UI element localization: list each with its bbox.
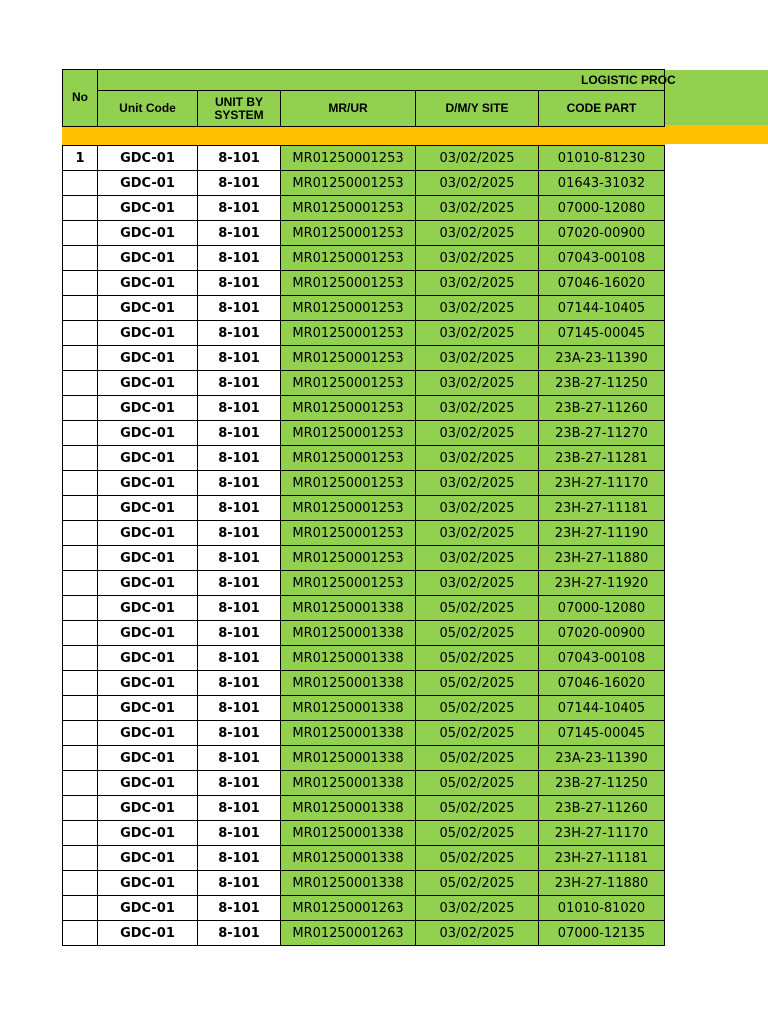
unit-by-system-cell[interactable]: 8-101 xyxy=(198,471,281,496)
mr-ur-cell[interactable]: MR01250001338 xyxy=(281,746,416,771)
table-row xyxy=(63,921,665,946)
date-site-cell[interactable]: 05/02/2025 xyxy=(416,721,539,746)
unit-code-cell[interactable]: GDC-01 xyxy=(98,271,198,296)
unit-code-cell[interactable]: GDC-01 xyxy=(98,696,198,721)
unit-code-cell[interactable]: GDC-01 xyxy=(98,296,198,321)
unit-code-cell[interactable]: GDC-01 xyxy=(98,646,198,671)
unit-code-cell[interactable]: GDC-01 xyxy=(98,221,198,246)
date-site-cell[interactable]: 05/02/2025 xyxy=(416,596,539,621)
date-site-cell[interactable]: 03/02/2025 xyxy=(416,446,539,471)
unit-code-cell[interactable]: GDC-01 xyxy=(98,371,198,396)
unit-code-cell[interactable]: GDC-01 xyxy=(98,146,198,171)
row-number-cell[interactable] xyxy=(63,221,98,246)
unit-code-cell[interactable]: GDC-01 xyxy=(98,596,198,621)
mr-ur-cell[interactable]: MR01250001338 xyxy=(281,821,416,846)
code-part-cell[interactable]: 23H-27-11181 xyxy=(539,496,665,521)
unit-by-system-cell[interactable]: 8-101 xyxy=(198,546,281,571)
code-part-cell[interactable]: 23B-27-11260 xyxy=(539,796,665,821)
unit-code-cell[interactable]: GDC-01 xyxy=(98,621,198,646)
mr-ur-cell[interactable]: MR01250001338 xyxy=(281,771,416,796)
row-number-cell[interactable] xyxy=(63,671,98,696)
mr-ur-cell[interactable]: MR01250001253 xyxy=(281,196,416,221)
unit-code-cell[interactable]: GDC-01 xyxy=(98,421,198,446)
unit-by-system-cell[interactable]: 8-101 xyxy=(198,371,281,396)
unit-code-cell[interactable]: GDC-01 xyxy=(98,321,198,346)
unit-by-system-cell[interactable]: 8-101 xyxy=(198,646,281,671)
code-part-cell[interactable]: 01010-81230 xyxy=(539,146,665,171)
mr-ur-cell[interactable]: MR01250001253 xyxy=(281,171,416,196)
code-part-cell[interactable]: 23H-27-11170 xyxy=(539,821,665,846)
code-part-cell[interactable]: 23H-27-11181 xyxy=(539,846,665,871)
table-row xyxy=(63,871,665,896)
code-part-cell[interactable]: 07000-12135 xyxy=(539,921,665,946)
unit-by-system-cell[interactable]: 8-101 xyxy=(198,321,281,346)
header-mr-ur: MR/UR xyxy=(281,91,416,127)
date-site-cell[interactable]: 03/02/2025 xyxy=(416,521,539,546)
table-row xyxy=(63,321,665,346)
table-row xyxy=(63,796,665,821)
mr-ur-cell[interactable]: MR01250001253 xyxy=(281,321,416,346)
unit-by-system-cell[interactable]: 8-101 xyxy=(198,271,281,296)
unit-by-system-cell[interactable]: 8-101 xyxy=(198,521,281,546)
unit-code-cell[interactable]: GDC-01 xyxy=(98,496,198,521)
unit-by-system-cell[interactable]: 8-101 xyxy=(198,796,281,821)
unit-by-system-cell[interactable]: 8-101 xyxy=(198,896,281,921)
row-number-cell[interactable] xyxy=(63,421,98,446)
code-part-cell[interactable]: 23H-27-11880 xyxy=(539,546,665,571)
code-part-cell[interactable]: 23B-27-11260 xyxy=(539,396,665,421)
table-row xyxy=(63,546,665,571)
row-number-cell[interactable] xyxy=(63,296,98,321)
table-body xyxy=(63,127,665,946)
table-row xyxy=(63,646,665,671)
code-part-cell[interactable]: 07046-16020 xyxy=(539,671,665,696)
row-number-cell[interactable] xyxy=(63,746,98,771)
date-site-cell[interactable]: 03/02/2025 xyxy=(416,196,539,221)
mr-ur-cell[interactable]: MR01250001338 xyxy=(281,646,416,671)
table-row xyxy=(63,721,665,746)
unit-code-cell[interactable]: GDC-01 xyxy=(98,771,198,796)
row-number-cell[interactable] xyxy=(63,321,98,346)
row-number-cell[interactable] xyxy=(63,821,98,846)
table-row xyxy=(63,171,665,196)
date-site-cell[interactable]: 05/02/2025 xyxy=(416,871,539,896)
date-site-cell[interactable]: 03/02/2025 xyxy=(416,296,539,321)
code-part-cell[interactable]: 07043-00108 xyxy=(539,646,665,671)
row-number-cell[interactable] xyxy=(63,796,98,821)
mr-ur-cell[interactable]: MR01250001253 xyxy=(281,146,416,171)
unit-by-system-cell[interactable]: 8-101 xyxy=(198,196,281,221)
date-site-cell[interactable]: 05/02/2025 xyxy=(416,696,539,721)
table-row xyxy=(63,146,665,171)
unit-by-system-cell[interactable]: 8-101 xyxy=(198,871,281,896)
table-row xyxy=(63,421,665,446)
row-number-cell[interactable] xyxy=(63,571,98,596)
unit-by-system-cell[interactable]: 8-101 xyxy=(198,421,281,446)
unit-by-system-cell[interactable]: 8-101 xyxy=(198,746,281,771)
header-unit-by-system: UNIT BY SYSTEM xyxy=(198,91,281,127)
unit-by-system-cell[interactable]: 8-101 xyxy=(198,721,281,746)
date-site-cell[interactable]: 03/02/2025 xyxy=(416,321,539,346)
unit-code-cell[interactable]: GDC-01 xyxy=(98,721,198,746)
date-site-cell[interactable]: 03/02/2025 xyxy=(416,496,539,521)
unit-by-system-cell[interactable]: 8-101 xyxy=(198,771,281,796)
unit-by-system-cell[interactable]: 8-101 xyxy=(198,296,281,321)
unit-by-system-cell[interactable]: 8-101 xyxy=(198,846,281,871)
date-site-cell[interactable]: 03/02/2025 xyxy=(416,571,539,596)
date-site-cell[interactable]: 03/02/2025 xyxy=(416,146,539,171)
date-site-cell[interactable]: 03/02/2025 xyxy=(416,396,539,421)
code-part-cell[interactable]: 23B-27-11250 xyxy=(539,371,665,396)
date-site-cell[interactable]: 05/02/2025 xyxy=(416,746,539,771)
unit-code-cell[interactable]: GDC-01 xyxy=(98,571,198,596)
date-site-cell[interactable]: 03/02/2025 xyxy=(416,896,539,921)
header-code-part: CODE PART xyxy=(539,91,665,127)
mr-ur-cell[interactable]: MR01250001338 xyxy=(281,696,416,721)
mr-ur-cell[interactable]: MR01250001338 xyxy=(281,871,416,896)
unit-code-cell[interactable]: GDC-01 xyxy=(98,896,198,921)
mr-ur-cell[interactable]: MR01250001253 xyxy=(281,446,416,471)
date-site-cell[interactable]: 03/02/2025 xyxy=(416,371,539,396)
mr-ur-cell[interactable]: MR01250001338 xyxy=(281,796,416,821)
code-part-cell[interactable]: 23B-27-11281 xyxy=(539,446,665,471)
unit-by-system-cell[interactable]: 8-101 xyxy=(198,246,281,271)
unit-by-system-cell[interactable]: 8-101 xyxy=(198,221,281,246)
table-row xyxy=(63,846,665,871)
date-site-cell[interactable]: 03/02/2025 xyxy=(416,921,539,946)
code-part-cell[interactable]: 23B-27-11250 xyxy=(539,771,665,796)
mr-ur-cell[interactable]: MR01250001253 xyxy=(281,421,416,446)
unit-by-system-cell[interactable]: 8-101 xyxy=(198,496,281,521)
unit-code-cell[interactable]: GDC-01 xyxy=(98,471,198,496)
mr-ur-cell[interactable]: MR01250001263 xyxy=(281,921,416,946)
code-part-cell[interactable]: 23H-27-11190 xyxy=(539,521,665,546)
mr-ur-cell[interactable]: MR01250001253 xyxy=(281,521,416,546)
unit-code-cell[interactable]: GDC-01 xyxy=(98,796,198,821)
code-part-cell[interactable]: 23H-27-11170 xyxy=(539,471,665,496)
mr-ur-cell[interactable]: MR01250001263 xyxy=(281,896,416,921)
row-number-cell[interactable] xyxy=(63,446,98,471)
table-row xyxy=(63,196,665,221)
date-site-cell[interactable]: 03/02/2025 xyxy=(416,471,539,496)
table-row xyxy=(63,746,665,771)
unit-code-cell[interactable]: GDC-01 xyxy=(98,846,198,871)
code-part-cell[interactable]: 23H-27-11880 xyxy=(539,871,665,896)
code-part-cell[interactable]: 07000-12080 xyxy=(539,196,665,221)
unit-code-cell[interactable]: GDC-01 xyxy=(98,821,198,846)
code-part-cell[interactable]: 07043-00108 xyxy=(539,246,665,271)
row-number-cell[interactable] xyxy=(63,771,98,796)
code-part-cell[interactable]: 07144-10405 xyxy=(539,696,665,721)
code-part-cell[interactable]: 07144-10405 xyxy=(539,296,665,321)
table-row xyxy=(63,246,665,271)
unit-by-system-cell[interactable]: 8-101 xyxy=(198,921,281,946)
row-number-cell[interactable] xyxy=(63,646,98,671)
table-row xyxy=(63,446,665,471)
mr-ur-cell[interactable]: MR01250001338 xyxy=(281,846,416,871)
row-number-cell[interactable]: 1 xyxy=(63,146,98,171)
table-row xyxy=(63,371,665,396)
unit-by-system-cell[interactable]: 8-101 xyxy=(198,446,281,471)
unit-code-cell[interactable]: GDC-01 xyxy=(98,346,198,371)
unit-code-cell[interactable]: GDC-01 xyxy=(98,921,198,946)
code-part-cell[interactable]: 23B-27-11270 xyxy=(539,421,665,446)
table-row xyxy=(63,571,665,596)
row-number-cell[interactable] xyxy=(63,921,98,946)
row-number-cell[interactable] xyxy=(63,846,98,871)
date-site-cell[interactable]: 05/02/2025 xyxy=(416,621,539,646)
code-part-cell[interactable]: 07020-00900 xyxy=(539,621,665,646)
unit-by-system-cell[interactable]: 8-101 xyxy=(198,821,281,846)
row-number-cell[interactable] xyxy=(63,721,98,746)
row-number-cell[interactable] xyxy=(63,171,98,196)
date-site-cell[interactable]: 05/02/2025 xyxy=(416,646,539,671)
row-number-cell[interactable] xyxy=(63,196,98,221)
table-row xyxy=(63,346,665,371)
mr-ur-cell[interactable]: MR01250001338 xyxy=(281,721,416,746)
row-number-cell[interactable] xyxy=(63,596,98,621)
date-site-cell[interactable]: 03/02/2025 xyxy=(416,346,539,371)
mr-ur-cell[interactable]: MR01250001253 xyxy=(281,571,416,596)
row-number-cell[interactable] xyxy=(63,521,98,546)
date-site-cell[interactable]: 05/02/2025 xyxy=(416,671,539,696)
date-site-cell[interactable]: 03/02/2025 xyxy=(416,546,539,571)
date-site-cell[interactable]: 03/02/2025 xyxy=(416,221,539,246)
mr-ur-cell[interactable]: MR01250001253 xyxy=(281,371,416,396)
unit-by-system-cell[interactable]: 8-101 xyxy=(198,146,281,171)
mr-ur-cell[interactable]: MR01250001338 xyxy=(281,621,416,646)
table-row xyxy=(63,396,665,421)
code-part-cell[interactable]: 23A-23-11390 xyxy=(539,746,665,771)
code-part-cell[interactable]: 23A-23-11390 xyxy=(539,346,665,371)
code-part-cell[interactable]: 07020-00900 xyxy=(539,221,665,246)
date-site-cell[interactable]: 03/02/2025 xyxy=(416,271,539,296)
mr-ur-cell[interactable]: MR01250001253 xyxy=(281,396,416,421)
code-part-cell[interactable]: 07000-12080 xyxy=(539,596,665,621)
banner-title: LOGISTIC PROC xyxy=(581,73,676,87)
date-site-cell[interactable]: 03/02/2025 xyxy=(416,171,539,196)
table-row xyxy=(63,221,665,246)
unit-code-cell[interactable]: GDC-01 xyxy=(98,196,198,221)
header-unit-code: Unit Code xyxy=(98,91,198,127)
row-number-cell[interactable] xyxy=(63,896,98,921)
mr-ur-cell[interactable]: MR01250001253 xyxy=(281,546,416,571)
unit-code-cell[interactable]: GDC-01 xyxy=(98,671,198,696)
separator-orange-extension xyxy=(664,125,768,144)
logistic-table xyxy=(62,69,665,946)
mr-ur-cell[interactable]: MR01250001253 xyxy=(281,271,416,296)
mr-ur-cell[interactable]: MR01250001253 xyxy=(281,346,416,371)
mr-ur-cell[interactable]: MR01250001338 xyxy=(281,596,416,621)
table-row xyxy=(63,521,665,546)
date-site-cell[interactable]: 03/02/2025 xyxy=(416,421,539,446)
unit-by-system-cell[interactable]: 8-101 xyxy=(198,596,281,621)
row-number-cell[interactable] xyxy=(63,621,98,646)
table-row xyxy=(63,771,665,796)
table-row xyxy=(63,471,665,496)
row-number-cell[interactable] xyxy=(63,246,98,271)
mr-ur-cell[interactable]: MR01250001253 xyxy=(281,496,416,521)
row-number-cell[interactable] xyxy=(63,871,98,896)
date-site-cell[interactable]: 05/02/2025 xyxy=(416,821,539,846)
code-part-cell[interactable]: 07145-00045 xyxy=(539,321,665,346)
table-row xyxy=(63,296,665,321)
unit-by-system-cell[interactable]: 8-101 xyxy=(198,346,281,371)
table-row xyxy=(63,896,665,921)
mr-ur-cell[interactable]: MR01250001253 xyxy=(281,471,416,496)
unit-code-cell[interactable]: GDC-01 xyxy=(98,446,198,471)
unit-by-system-cell[interactable]: 8-101 xyxy=(198,571,281,596)
unit-by-system-cell[interactable]: 8-101 xyxy=(198,171,281,196)
unit-code-cell[interactable]: GDC-01 xyxy=(98,246,198,271)
row-number-cell[interactable] xyxy=(63,546,98,571)
mr-ur-cell[interactable]: MR01250001338 xyxy=(281,671,416,696)
row-number-cell[interactable] xyxy=(63,496,98,521)
code-part-cell[interactable]: 23H-27-11920 xyxy=(539,571,665,596)
mr-ur-cell[interactable]: MR01250001253 xyxy=(281,221,416,246)
unit-code-cell[interactable]: GDC-01 xyxy=(98,546,198,571)
unit-by-system-cell[interactable]: 8-101 xyxy=(198,621,281,646)
header-no: No xyxy=(63,70,98,127)
unit-code-cell[interactable]: GDC-01 xyxy=(98,396,198,421)
mr-ur-cell[interactable]: MR01250001253 xyxy=(281,246,416,271)
code-part-cell[interactable]: 07046-16020 xyxy=(539,271,665,296)
date-site-cell[interactable]: 03/02/2025 xyxy=(416,246,539,271)
table-row xyxy=(63,696,665,721)
unit-by-system-cell[interactable]: 8-101 xyxy=(198,396,281,421)
row-number-cell[interactable] xyxy=(63,371,98,396)
unit-by-system-cell[interactable]: 8-101 xyxy=(198,696,281,721)
row-number-cell[interactable] xyxy=(63,471,98,496)
row-number-cell[interactable] xyxy=(63,396,98,421)
unit-code-cell[interactable]: GDC-01 xyxy=(98,871,198,896)
row-number-cell[interactable] xyxy=(63,271,98,296)
code-part-cell[interactable]: 01010-81020 xyxy=(539,896,665,921)
table-row xyxy=(63,496,665,521)
unit-by-system-cell[interactable]: 8-101 xyxy=(198,671,281,696)
code-part-cell[interactable]: 01643-31032 xyxy=(539,171,665,196)
date-site-cell[interactable]: 05/02/2025 xyxy=(416,846,539,871)
separator-row xyxy=(63,127,665,146)
table-row xyxy=(63,671,665,696)
mr-ur-cell[interactable]: MR01250001253 xyxy=(281,296,416,321)
date-site-cell[interactable]: 05/02/2025 xyxy=(416,771,539,796)
code-part-cell[interactable]: 07145-00045 xyxy=(539,721,665,746)
table-row xyxy=(63,271,665,296)
table-row xyxy=(63,821,665,846)
unit-code-cell[interactable]: GDC-01 xyxy=(98,171,198,196)
date-site-cell[interactable]: 05/02/2025 xyxy=(416,796,539,821)
table-row xyxy=(63,621,665,646)
row-number-cell[interactable] xyxy=(63,346,98,371)
row-number-cell[interactable] xyxy=(63,696,98,721)
unit-code-cell[interactable]: GDC-01 xyxy=(98,746,198,771)
header-date-site: D/M/Y SITE xyxy=(416,91,539,127)
unit-code-cell[interactable]: GDC-01 xyxy=(98,521,198,546)
table-row xyxy=(63,596,665,621)
